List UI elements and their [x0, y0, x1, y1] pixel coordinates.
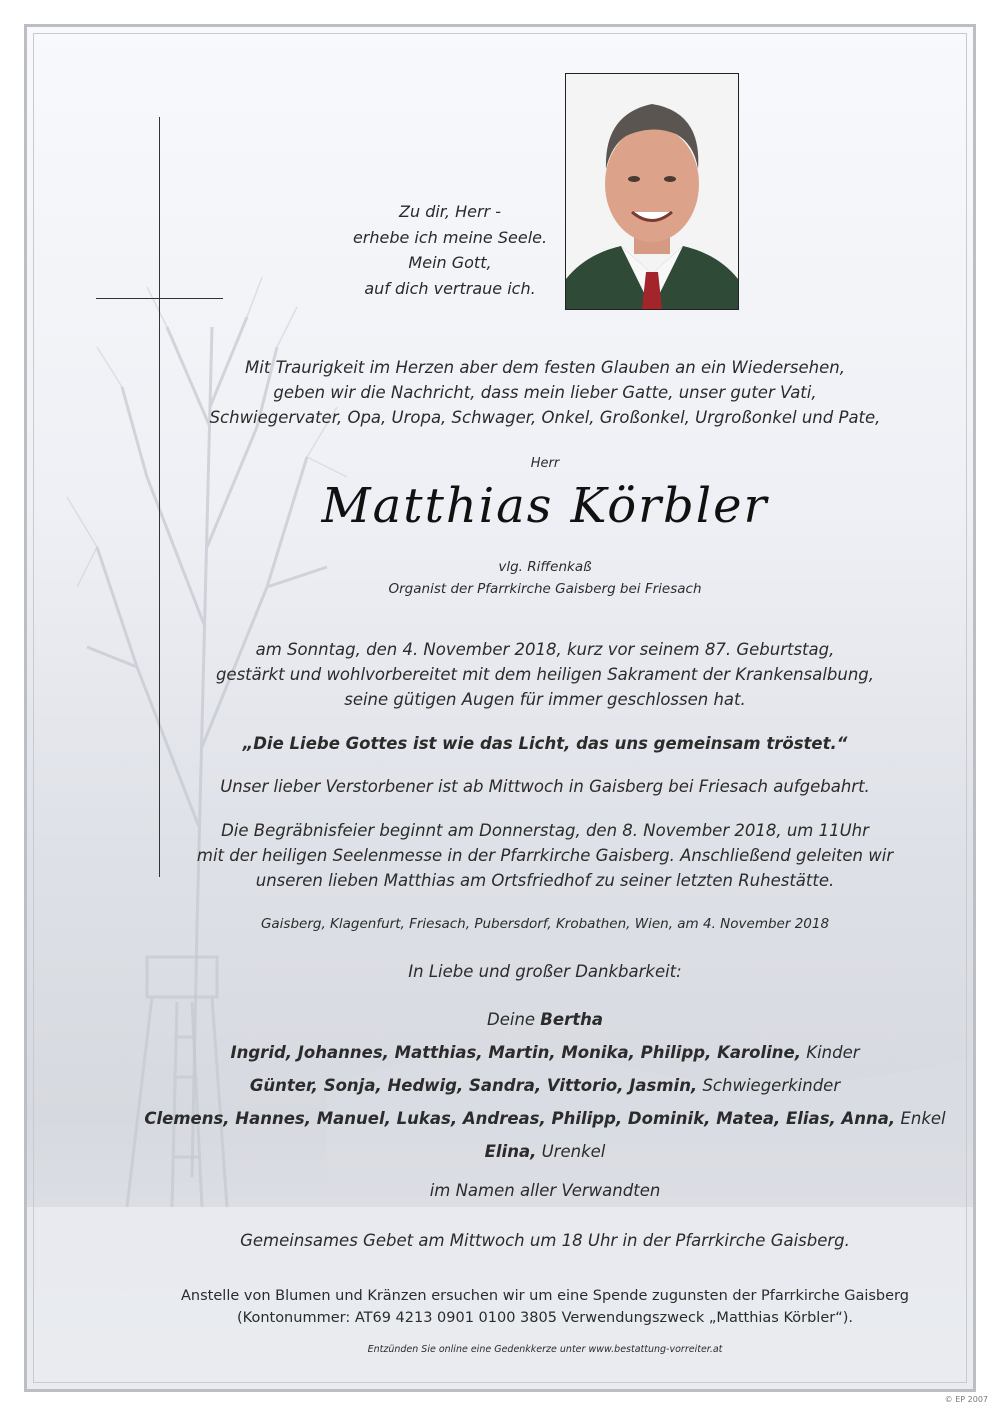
intro-line: Mit Traurigkeit im Herzen aber dem festen Glauben an ein Wiedersehen, — [245, 358, 845, 377]
gratitude: In Liebe und großer Dankbarkeit: — [408, 962, 682, 981]
psalm-line: auf dich vertraue ich. — [364, 278, 536, 298]
funeral-line: mit der heiligen Seelenmesse in der Pfarrkirche Gaisberg. Anschließend geleiten wir — [196, 846, 894, 865]
psalm-line: erhebe ich meine Seele. — [352, 227, 548, 247]
funeral-notice — [95, 818, 995, 893]
family-names: Ingrid, Johannes, Matthias, Martin, Monika, Philipp, Karoline, — [230, 1043, 801, 1062]
family-row — [95, 1102, 995, 1135]
donation-line: Anstelle von Blumen und Kränzen ersuchen wir um eine Spende zugunsten der Pfarrkirche Gaisberg — [181, 1288, 909, 1304]
death-notice-line: gestärkt und wohlvorbereitet mit dem heiligen Sakrament der Krankensalbung, — [215, 665, 875, 684]
family-names: Clemens, Hannes, Manuel, Lukas, Andreas, Philipp, Dominik, Matea, Elias, Anna, — [144, 1109, 896, 1128]
family-row — [95, 1135, 995, 1168]
family-row — [95, 1003, 995, 1036]
intro-line: geben wir die Nachricht, dass mein lieber Gatte, unser guter Vati, — [273, 383, 817, 402]
family-names: Bertha — [540, 1010, 603, 1029]
family-relation: Schwiegerkinder — [697, 1076, 841, 1095]
death-notice — [95, 637, 995, 712]
place-date: Gaisberg, Klagenfurt, Friesach, Pubersdorf, Krobathen, Wien, am 4. November 2018 — [260, 916, 830, 932]
nickname: vlg. Riffenkaß — [498, 559, 592, 575]
prayer-notice: Gemeinsames Gebet am Mittwoch um 18 Uhr in der Pfarrkirche Gaisberg. — [240, 1231, 850, 1250]
donation-line: (Kontonummer: AT69 4213 0901 0100 3805 Verwendungszweck „Matthias Körbler“). — [237, 1310, 853, 1326]
funeral-line: unseren lieben Matthias am Ortsfriedhof zu seiner letzten Ruhestätte. — [255, 871, 835, 890]
deceased-details — [95, 556, 995, 600]
cross-horizontal-bar — [96, 298, 223, 299]
family-relation: Urenkel — [536, 1142, 606, 1161]
copyright: © EP 2007 — [944, 1395, 988, 1404]
laid-out-notice: Unser lieber Verstorbener ist ab Mittwoch in Gaisberg bei Friesach aufgebahrt. — [220, 777, 870, 796]
psalm-line: Zu dir, Herr - — [399, 202, 501, 221]
online-candle-notice: Entzünden Sie online eine Gedenkkerze unter www.bestattung-vorreiter.at — [367, 1344, 723, 1355]
psalm-verse — [270, 199, 630, 301]
family-names: Günter, Sonja, Hedwig, Sandra, Vittorio, Jasmin, — [249, 1076, 698, 1095]
family-relation: Enkel — [895, 1109, 946, 1128]
role: Organist der Pfarrkirche Gaisberg bei Friesach — [388, 581, 702, 597]
quote: „Die Liebe Gottes ist wie das Licht, das uns gemeinsam tröstet.“ — [242, 734, 848, 753]
psalm-line: Mein Gott, — [408, 253, 492, 272]
family-row — [95, 1069, 995, 1102]
family-row — [95, 1036, 995, 1069]
family-relation: Kinder — [801, 1043, 860, 1062]
funeral-line: Die Begräbnisfeier beginnt am Donnerstag, den 8. November 2018, um 11Uhr — [221, 821, 869, 840]
deceased-name: Matthias Körbler — [321, 478, 769, 534]
family-prefix: Deine — [487, 1010, 541, 1029]
on-behalf: im Namen aller Verwandten — [429, 1181, 661, 1200]
donation-notice — [95, 1285, 995, 1329]
intro-line: Schwiegervater, Opa, Uropa, Schwager, Onkel, Großonkel, Urgroßonkel und Pate, — [209, 408, 881, 427]
intro-text — [95, 355, 995, 430]
death-notice-line: am Sonntag, den 4. November 2018, kurz vor seinem 87. Geburtstag, — [255, 640, 835, 659]
family-names: Elina, — [484, 1142, 537, 1161]
family-list — [95, 1003, 995, 1168]
salutation: Herr — [530, 456, 560, 471]
death-notice-line: seine gütigen Augen für immer geschlossen hat. — [344, 690, 746, 709]
